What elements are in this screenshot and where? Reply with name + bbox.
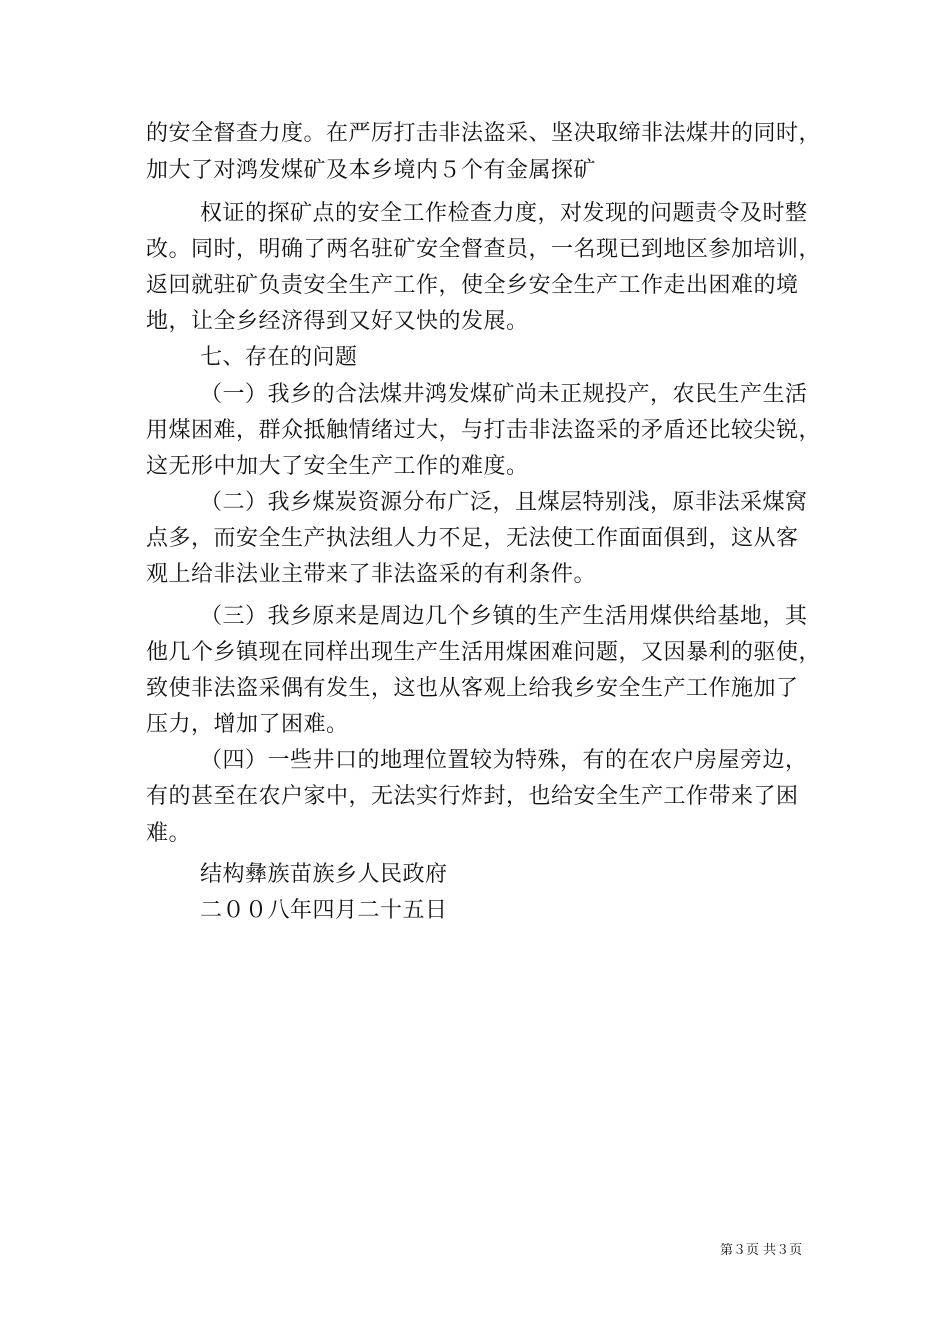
text-line: 权证的探矿点的安全工作检查力度，对发现的问题责令及时整	[200, 201, 808, 226]
signature-date: 二００八年四月二十五日	[200, 898, 448, 923]
text-line: （一）我乡的合法煤井鸿发煤矿尚未正规投产，农民生产生活	[200, 382, 808, 407]
text-line: 的安全督查力度。在严厉打击非法盗采、坚决取缔非法煤井的同时，	[146, 121, 822, 146]
text-line: （二）我乡煤炭资源分布广泛，且煤层特别浅，原非法采煤窝	[200, 490, 808, 515]
text-line: 点多，而安全生产执法组人力不足，无法使工作面面俱到，这从客	[146, 526, 799, 551]
text-line: 有的甚至在农户家中，无法实行炸封，也给安全生产工作带来了困	[146, 784, 799, 809]
text-line: 他几个乡镇现在同样出现生产生活用煤困难问题，又因暴利的驱使，	[146, 640, 822, 665]
text-line: （三）我乡原来是周边几个乡镇的生产生活用煤供给基地，其	[200, 604, 808, 629]
text-line: 压力，增加了困难。	[146, 712, 349, 737]
text-line: 改。同时，明确了两名驻矿安全督查员，一名现已到地区参加培训，	[146, 237, 822, 262]
page-number: 第３页 共３页	[720, 1243, 803, 1258]
text-line: 用煤困难，群众抵触情绪过大，与打击非法盗采的矛盾还比较尖锐，	[146, 418, 822, 443]
text-line: 观上给非法业主带来了非法盗采的有利条件。	[146, 562, 597, 587]
section-heading: 七、存在的问题	[200, 345, 358, 370]
text-line: 地，让全乡经济得到又好又快的发展。	[146, 309, 529, 334]
text-line: 难。	[146, 821, 192, 846]
text-line: 返回就驻矿负责安全生产工作，使全乡安全生产工作走出困难的境	[146, 273, 799, 298]
text-line: 这无形中加大了安全生产工作的难度。	[146, 454, 529, 479]
text-line: 致使非法盗采偶有发生，这也从客观上给我乡安全生产工作施加了	[146, 676, 799, 701]
text-line: 加大了对鸿发煤矿及本乡境内５个有金属探矿	[146, 158, 597, 183]
signature-organization: 结构彝族苗族乡人民政府	[200, 862, 448, 887]
text-line: （四）一些井口的地理位置较为特殊，有的在农户房屋旁边，	[200, 748, 808, 773]
